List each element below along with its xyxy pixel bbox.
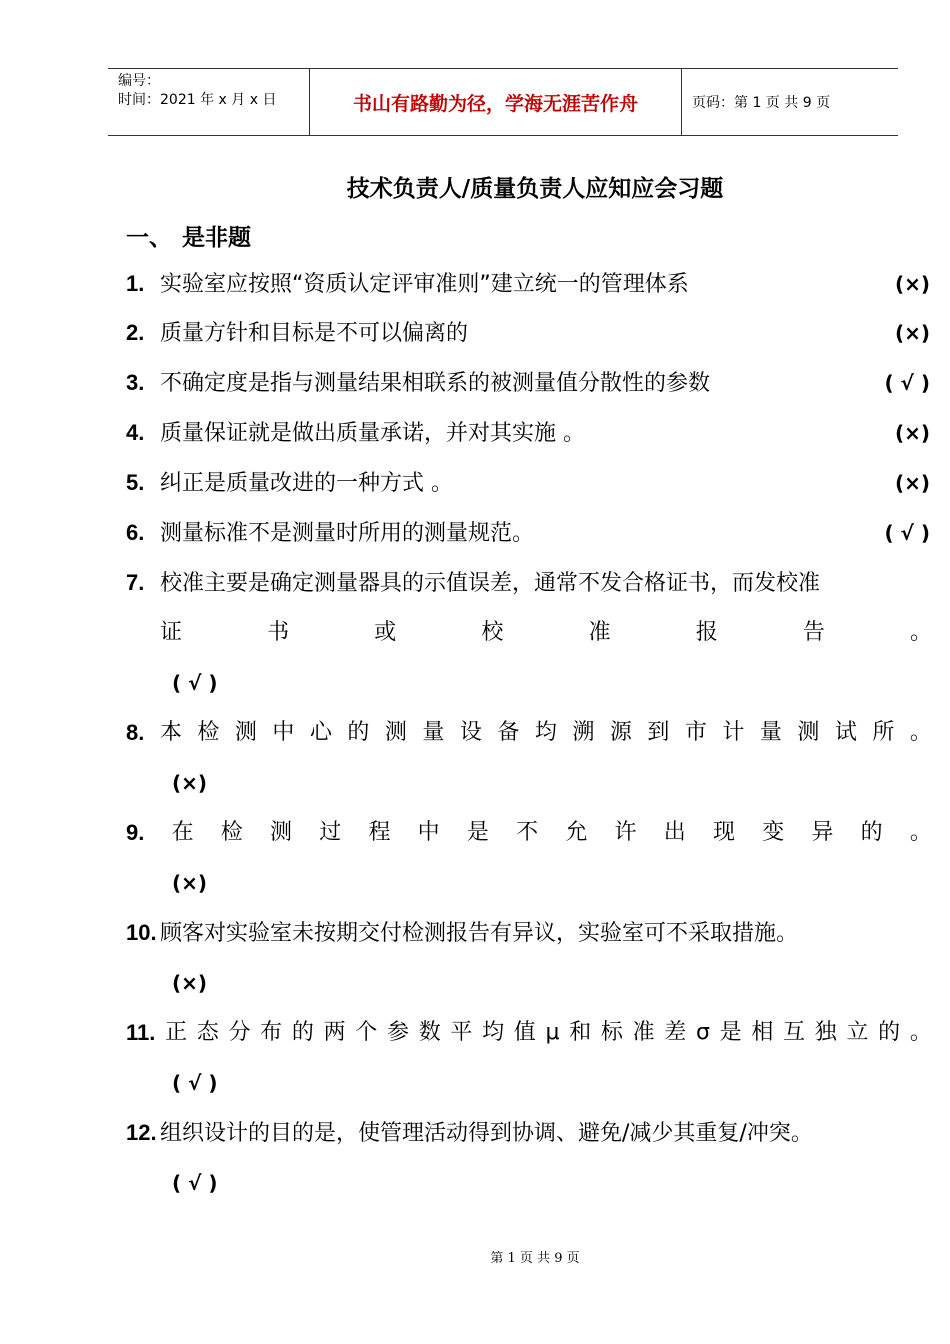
question-text: 纠正是质量改进的一种方式 。 (160, 471, 453, 496)
question-char: 现 (712, 820, 735, 845)
question-char: 本 (159, 720, 182, 745)
question-char: 的 (860, 820, 883, 845)
question-char: 两 (323, 1020, 346, 1045)
question-char: 变 (762, 820, 785, 845)
serial-label: 编号： (118, 73, 160, 89)
question-char: 的 (347, 720, 370, 745)
question-char: 均 (534, 720, 557, 745)
question-char: 值 (513, 1020, 536, 1045)
question-char: 源 (609, 720, 632, 745)
section-heading (126, 219, 251, 252)
question-char: 证 (160, 620, 183, 645)
question-answer: (×) (172, 871, 208, 895)
question-char: 相 (751, 1020, 774, 1045)
question-answer: (×) (894, 321, 930, 345)
question-char: 的 (878, 1020, 901, 1045)
question-char: 测 (234, 720, 257, 745)
question-char: 测 (270, 820, 293, 845)
question-number: 7. (126, 570, 145, 595)
question-char: 。 (909, 1020, 932, 1045)
question-text: 不确定度是指与测量结果相联系的被测量值分散性的参数 (160, 371, 711, 396)
question-item (126, 708, 932, 758)
question-char: 校 (481, 620, 504, 645)
question-char: 到 (647, 720, 670, 745)
question-char: 差 (664, 1020, 687, 1045)
question-char: 允 (565, 820, 588, 845)
question-number: 9. (126, 820, 145, 845)
question-answer: ( √ ) (884, 521, 930, 545)
question-char: 。 (909, 720, 932, 745)
question-char: 市 (684, 720, 707, 745)
question-number: 10. (126, 920, 157, 945)
question-item (126, 358, 710, 409)
question-char: σ (696, 1020, 710, 1045)
question-item (126, 808, 932, 858)
question-number: 11. (126, 1020, 156, 1045)
page-title: 技术负责人/质量负责人应知应会习题 (346, 176, 724, 202)
question-char: μ (545, 1020, 560, 1045)
question-item (126, 458, 453, 509)
time-label: 时间：2021 年 x 月 x 日 (118, 92, 277, 108)
header-meta-cell (108, 69, 310, 135)
question-char: 准 (632, 1020, 655, 1045)
question-char: 异 (811, 820, 834, 845)
question-char: 立 (846, 1020, 869, 1045)
header-page-label: 页码：第 1 页 共 9 页 (692, 95, 831, 111)
question-item (126, 1008, 932, 1058)
question-text: 实验室应按照“资质认定评审准则”建立统一的管理体系 (160, 272, 689, 297)
question-number: 6. (126, 520, 145, 545)
question-char: 出 (663, 820, 686, 845)
question-char: 准 (588, 620, 611, 645)
page-footer: 第 1 页 共 9 页 (490, 1251, 580, 1266)
question-char: 试 (834, 720, 857, 745)
question-answer: (×) (172, 771, 208, 795)
question-char: 心 (309, 720, 332, 745)
question-answer: (×) (172, 971, 208, 995)
question-char: 布 (260, 1020, 283, 1045)
question-char: 数 (418, 1020, 441, 1045)
question-answer: ( √ ) (172, 1071, 218, 1095)
question-char: 书 (267, 620, 290, 645)
question-item (126, 908, 798, 959)
question-text: 校准主要是确定测量器具的示值误差，通常不发合格证书，而发校准 (160, 571, 821, 596)
question-number: 3. (126, 370, 145, 395)
question-char: 中 (272, 720, 295, 745)
question-char: 溯 (572, 720, 595, 745)
question-item (126, 508, 534, 559)
question-char: 许 (614, 820, 637, 845)
question-item (126, 1108, 813, 1159)
question-number: 8. (126, 720, 145, 745)
question-char: 均 (482, 1020, 505, 1045)
question-char: 是 (466, 820, 489, 845)
question-item (126, 308, 468, 359)
question-char: 正 (165, 1020, 188, 1045)
question-char: 程 (368, 820, 391, 845)
question-number: 1. (126, 271, 145, 296)
question-char: 检 (220, 820, 243, 845)
header-motto: 书山有路勤为径，学海无涯苦作舟 (310, 69, 682, 135)
question-char: 检 (197, 720, 220, 745)
question-answer: (×) (894, 421, 930, 445)
question-answer: (×) (894, 272, 930, 296)
question-answer: ( √ ) (172, 671, 218, 695)
question-number: 4. (126, 420, 145, 445)
question-char: 报 (695, 620, 718, 645)
question-char: 分 (228, 1020, 251, 1045)
question-char: 互 (783, 1020, 806, 1045)
question-char: 和 (569, 1020, 592, 1045)
question-item (126, 408, 585, 459)
question-answer: ( √ ) (884, 371, 930, 395)
question-char: 设 (459, 720, 482, 745)
question-char: 备 (497, 720, 520, 745)
question-char: 告 (802, 620, 825, 645)
question-text: 质量方针和目标是不可以偏离的 (160, 321, 469, 346)
question-text-continued (160, 608, 932, 658)
question-char: 独 (814, 1020, 837, 1045)
question-char: 测 (797, 720, 820, 745)
question-char: 所 (872, 720, 895, 745)
question-number: 5. (126, 470, 145, 495)
question-char: 或 (374, 620, 397, 645)
question-char: 是 (719, 1020, 742, 1045)
question-char: 参 (386, 1020, 409, 1045)
question-char: 不 (516, 820, 539, 845)
question-char: 在 (171, 820, 194, 845)
document-header (108, 68, 898, 136)
question-text: 组织设计的目的是，使管理活动得到协调、避免/减少其重复/冲突。 (160, 1121, 813, 1146)
question-number: 2. (126, 320, 145, 345)
question-answer: (×) (894, 471, 930, 495)
question-item (126, 259, 689, 310)
question-number: 12. (126, 1120, 157, 1145)
question-char: 中 (417, 820, 440, 845)
question-char: 个 (355, 1020, 378, 1045)
question-char: 量 (759, 720, 782, 745)
question-text: 顾客对实验室未按期交付检测报告有异议，实验室可不采取措施。 (160, 921, 799, 946)
question-char: 态 (196, 1020, 219, 1045)
question-char: 量 (422, 720, 445, 745)
question-char: 测 (384, 720, 407, 745)
question-text: 质量保证就是做出质量承诺，并对其实施 。 (160, 421, 585, 446)
question-char: 。 (909, 820, 932, 845)
question-char: 过 (319, 820, 342, 845)
question-char: 的 (291, 1020, 314, 1045)
question-char: 。 (909, 620, 932, 645)
question-char: 平 (450, 1020, 473, 1045)
question-item (126, 558, 820, 609)
question-char: 计 (722, 720, 745, 745)
question-char: 标 (600, 1020, 623, 1045)
section-title: 是非题 (182, 225, 251, 251)
question-text: 测量标准不是测量时所用的测量规范。 (160, 521, 535, 546)
section-number: 一、 (126, 225, 172, 251)
question-answer: ( √ ) (172, 1171, 218, 1195)
